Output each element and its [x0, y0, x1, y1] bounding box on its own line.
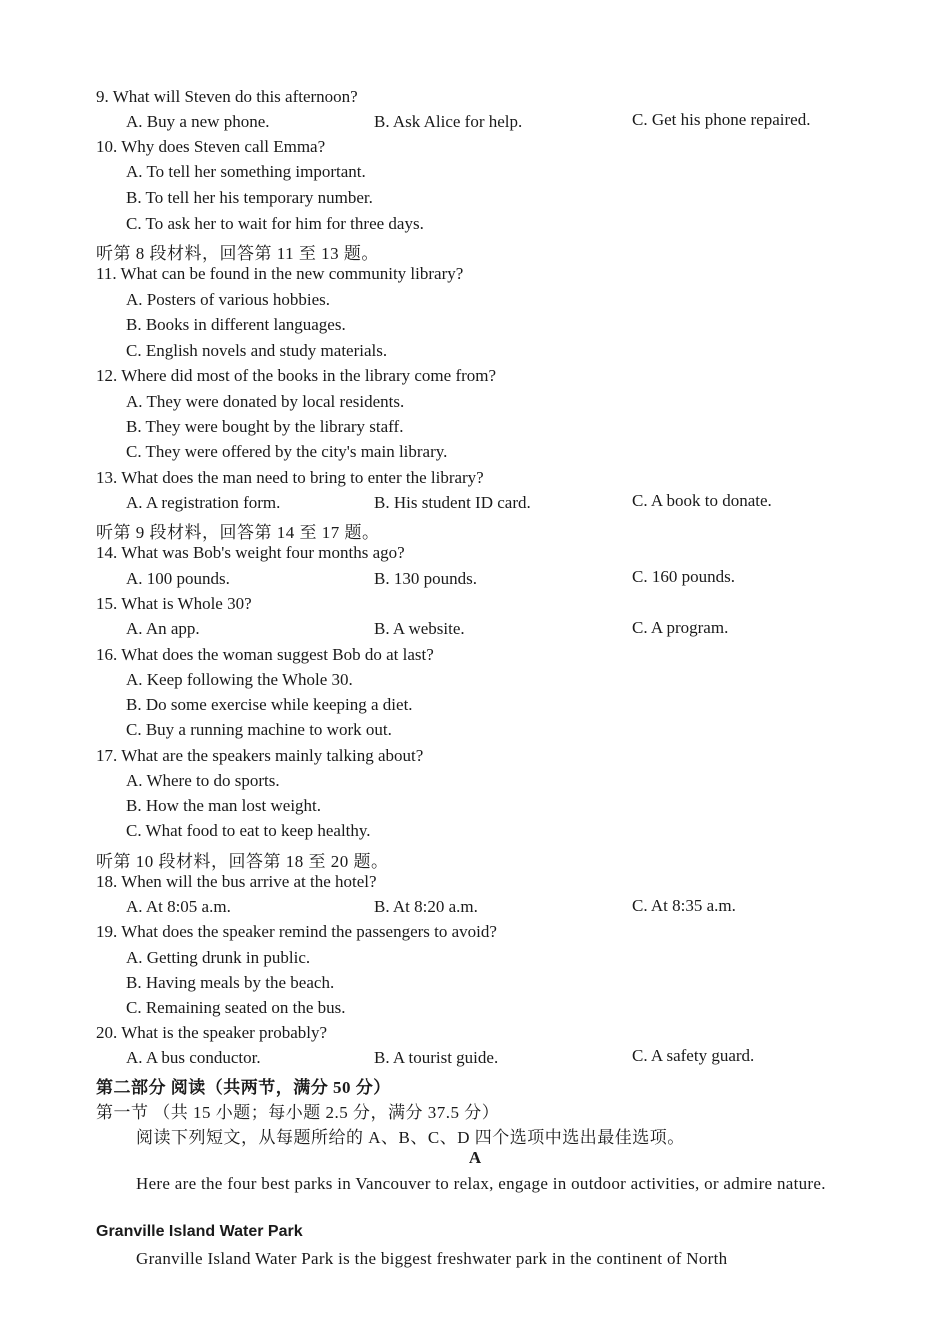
q10-option-a: A. To tell her something important. — [126, 162, 366, 181]
question-18: 18. When will the bus arrive at the hotel? — [96, 872, 377, 891]
question-16: 16. What does the woman suggest Bob do at last? — [96, 645, 434, 664]
q20-option-c: C. A safety guard. — [632, 1046, 755, 1065]
question-19: 19. What does the speaker remind the passengers to avoid? — [96, 922, 497, 941]
q19-option-c: C. Remaining seated on the bus. — [126, 998, 346, 1017]
passage-label: A — [468, 1148, 482, 1167]
q12-option-c: C. They were offered by the city's main library. — [126, 442, 448, 461]
q11-option-c: C. English novels and study materials. — [126, 341, 388, 360]
question-17: 17. What are the speakers mainly talking about? — [96, 746, 424, 765]
section-10-instruction: 听第 10 段材料，回答第 18 至 20 题。 — [96, 852, 389, 871]
park-heading-granville: Granville Island Water Park — [96, 1223, 303, 1240]
q13-option-b: B. His student ID card. — [374, 493, 531, 512]
q9-option-a: A. Buy a new phone. — [126, 112, 270, 131]
q16-option-b: B. Do some exercise while keeping a diet. — [126, 695, 413, 714]
question-14: 14. What was Bob's weight four months ago? — [96, 543, 405, 562]
q14-option-c: C. 160 pounds. — [632, 567, 735, 586]
park-paragraph-granville — [96, 1246, 888, 1272]
section-9-instruction: 听第 9 段材料，回答第 14 至 17 题。 — [96, 523, 380, 542]
q14-option-a: A. 100 pounds. — [126, 569, 230, 588]
q18-option-b: B. At 8:20 a.m. — [374, 897, 478, 916]
q9-option-c: C. Get his phone repaired. — [632, 110, 811, 129]
section-1-title: 第一节 （共 15 小题；每小题 2.5 分，满分 37.5 分） — [96, 1103, 500, 1122]
q18-option-c: C. At 8:35 a.m. — [632, 896, 736, 915]
q19-option-b: B. Having meals by the beach. — [126, 973, 335, 992]
passage-intro — [96, 1171, 888, 1196]
q11-option-a: A. Posters of various hobbies. — [126, 290, 330, 309]
q12-option-a: A. They were donated by local residents. — [126, 392, 405, 411]
question-10: 10. Why does Steven call Emma? — [96, 137, 326, 156]
question-15: 15. What is Whole 30? — [96, 594, 252, 613]
passage-intro-text: Here are the four best parks in Vancouver to relax, engage in outdoor activities, or admire nature. — [136, 1174, 826, 1193]
question-9: 9. What will Steven do this afternoon? — [96, 87, 358, 106]
question-11: 11. What can be found in the new community library? — [96, 264, 464, 283]
q10-option-c: C. To ask her to wait for him for three days. — [126, 214, 424, 233]
q17-option-a: A. Where to do sports. — [126, 771, 280, 790]
q17-option-b: B. How the man lost weight. — [126, 796, 322, 815]
question-20: 20. What is the speaker probably? — [96, 1023, 328, 1042]
q16-option-c: C. Buy a running machine to work out. — [126, 720, 392, 739]
q14-option-b: B. 130 pounds. — [374, 569, 477, 588]
q15-option-b: B. A website. — [374, 619, 465, 638]
q17-option-c: C. What food to eat to keep healthy. — [126, 821, 371, 840]
q11-option-b: B. Books in different languages. — [126, 315, 346, 334]
park-paragraph-granville-text: Granville Island Water Park is the biggest freshwater park in the continent of North — [136, 1249, 728, 1268]
section-8-instruction: 听第 8 段材料，回答第 11 至 13 题。 — [96, 244, 379, 263]
q19-option-a: A. Getting drunk in public. — [126, 948, 311, 967]
q13-option-a: A. A registration form. — [126, 493, 281, 512]
q15-option-a: A. An app. — [126, 619, 200, 638]
q13-option-c: C. A book to donate. — [632, 491, 772, 510]
q18-option-a: A. At 8:05 a.m. — [126, 897, 231, 916]
q20-option-a: A. A bus conductor. — [126, 1048, 261, 1067]
q20-option-b: B. A tourist guide. — [374, 1048, 499, 1067]
reading-instruction: 阅读下列短文，从每题所给的 A、B、C、D 四个选项中选出最佳选项。 — [136, 1128, 685, 1147]
q16-option-a: A. Keep following the Whole 30. — [126, 670, 353, 689]
q12-option-b: B. They were bought by the library staff. — [126, 417, 404, 436]
q10-option-b: B. To tell her his temporary number. — [126, 188, 373, 207]
q15-option-c: C. A program. — [632, 618, 729, 637]
question-12: 12. Where did most of the books in the library come from? — [96, 366, 497, 385]
part-2-title: 第二部分 阅读（共两节，满分 50 分） — [96, 1078, 391, 1097]
q9-option-b: B. Ask Alice for help. — [374, 112, 523, 131]
question-13: 13. What does the man need to bring to enter the library? — [96, 468, 484, 487]
